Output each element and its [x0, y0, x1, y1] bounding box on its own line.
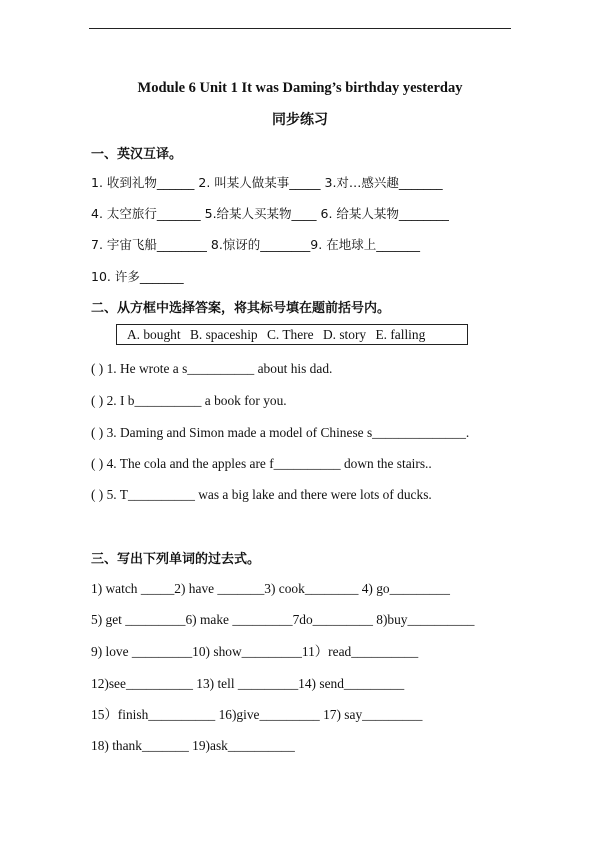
option-b: B. spaceship	[189, 327, 258, 342]
question-3: ( ) 3. Daming and Simon made a model of Chinese s______________.	[91, 425, 470, 440]
section1-line-1: 1. 收到礼物______ 2. 叫某人做某事_____ 3.对…感兴趣_______	[91, 175, 443, 190]
page-subtitle: 同步练习	[272, 112, 328, 128]
option-d: D. story	[322, 327, 367, 342]
top-rule	[89, 28, 511, 29]
question-2: ( ) 2. I b__________ a book for you.	[91, 393, 287, 408]
question-1: ( ) 1. He wrote a s__________ about his dad.	[91, 361, 333, 376]
section1-heading: 一、英汉互译。	[91, 147, 183, 162]
section3-line-6: 18) thank_______ 19)ask__________	[91, 738, 295, 753]
section2-heading: 二、从方框中选择答案，将其标号填在题前括号内。	[91, 301, 391, 316]
section3-line-5: 15）finish__________ 16)give_________ 17) say_________	[91, 707, 423, 722]
question-4: ( ) 4. The cola and the apples are f__________ down the stairs..	[91, 456, 432, 471]
option-a: A. bought	[127, 327, 181, 342]
section3-line-1: 1) watch _____2) have _______3) cook________ 4) go_________	[91, 581, 450, 596]
section1-line-3: 7. 宇宙飞船________ 8.惊讶的________9. 在地球上_______	[91, 237, 420, 252]
question-5: ( ) 5. T__________ was a big lake and there were lots of ducks.	[91, 487, 432, 502]
section1-line-4: 10. 许多_______	[91, 269, 184, 284]
section3-line-4: 12)see__________ 13) tell _________14) send_________	[91, 676, 405, 691]
word-bank-box	[116, 324, 468, 345]
section3-line-2: 5) get _________6) make _________7do_________ 8)buy__________	[91, 612, 475, 627]
option-e: E. falling	[375, 327, 426, 342]
section3-line-3: 9) love _________10) show_________11）read__________	[91, 644, 419, 659]
section1-line-2: 4. 太空旅行_______ 5.给某人买某物____ 6. 给某人某物________	[91, 206, 449, 221]
page-title: Module 6 Unit 1 It was Daming’s birthday yesterday	[137, 80, 463, 96]
section3-heading: 三、写出下列单词的过去式。	[91, 552, 261, 567]
option-c: C. There	[266, 327, 314, 342]
